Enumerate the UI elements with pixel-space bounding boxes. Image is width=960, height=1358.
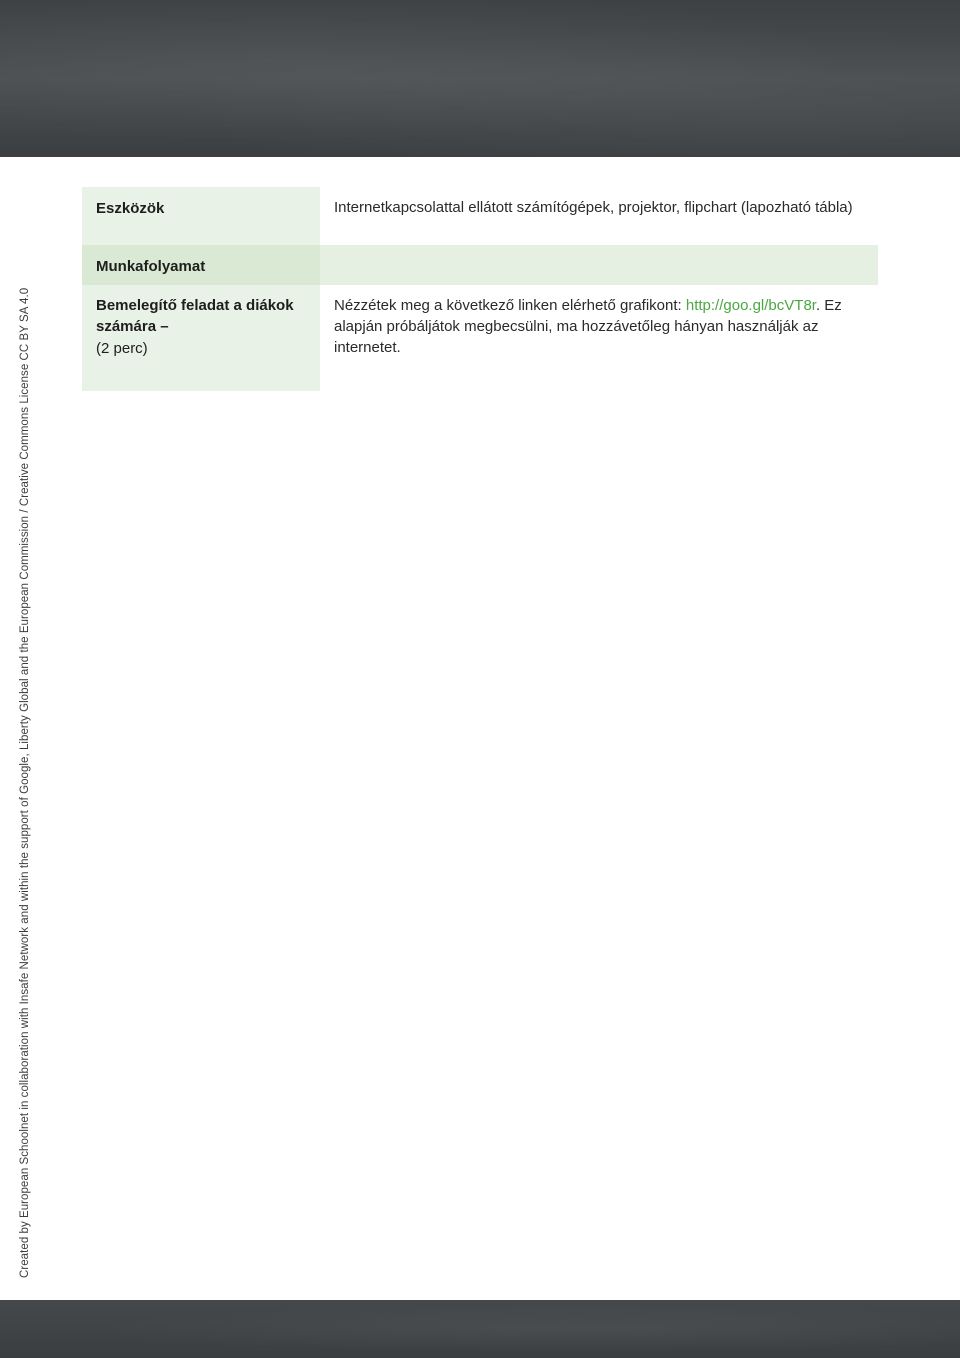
link-period: .	[815, 297, 821, 314]
bemelegito-title: Bemelegítő feladat a diákok számára –	[96, 297, 294, 335]
header-banner	[0, 0, 960, 157]
bemelegito-duration: (2 perc)	[96, 340, 148, 357]
bemelegito-label-cell	[82, 285, 320, 391]
munkafolyamat-label: Munkafolyamat	[96, 258, 206, 275]
bemelegito-task: Ez alapján próbáljátok megbecsülni, ma hozzávetőleg hányan használják az internetet.	[334, 297, 842, 356]
footer-banner	[0, 1300, 960, 1358]
eszkozok-content: Internetkapcsolattal ellátott számítógépek, projektor, flipchart (lapozható tábla)	[334, 199, 853, 216]
munkafolyamat-label-cell	[82, 245, 320, 285]
eszkozok-label-cell	[82, 187, 320, 245]
bemelegito-content-cell	[320, 285, 878, 391]
license-credit: Created by European Schoolnet in collaboration with Insafe Network and within the support of Google, Liberty Global and the European Commission / Creative Commons License CC BY SA 4.0	[19, 287, 31, 1278]
bemelegito-intro: Nézzétek meg a következő linken elérhető grafikont:	[334, 297, 682, 314]
eszkozok-content-cell	[320, 187, 878, 245]
munkafolyamat-content-cell	[320, 245, 878, 285]
bemelegito-instructions	[334, 295, 864, 358]
graph-link[interactable]: http://goo.gl/bcVT8r	[685, 297, 816, 314]
eszkozok-label: Eszközök	[96, 200, 165, 217]
